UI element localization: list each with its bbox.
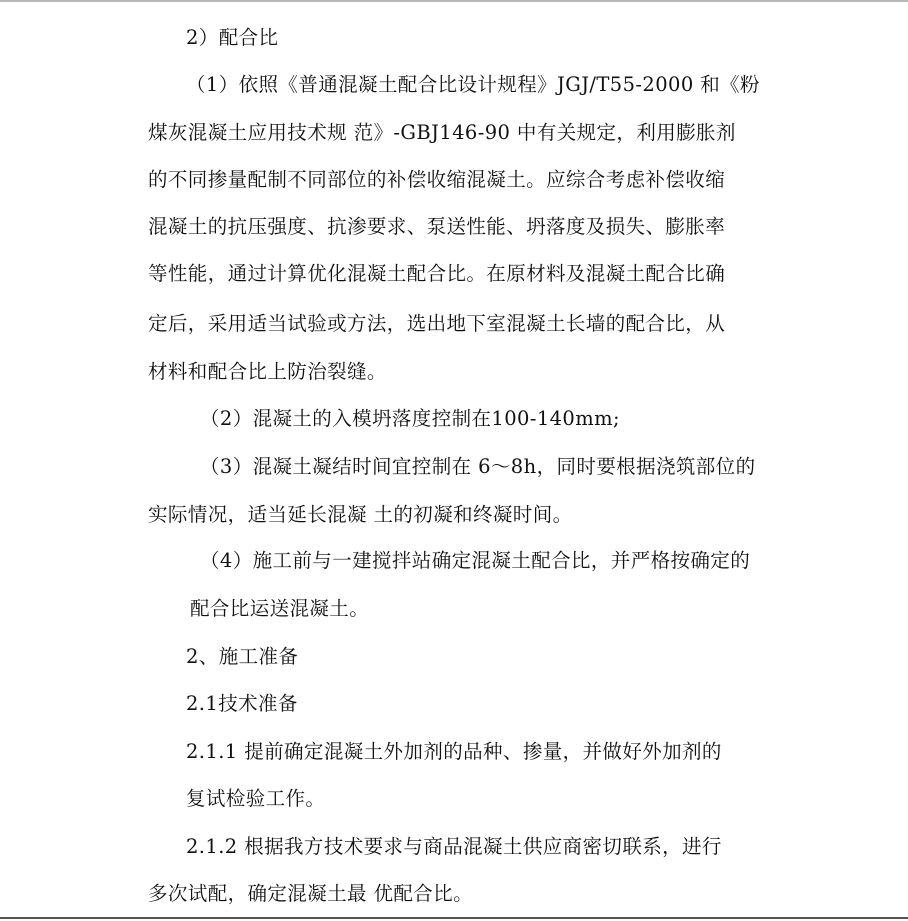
paragraph-4-line-1: （4）施工前与一建搅拌站确定混凝土配合比，并严格按确定的 (200, 549, 751, 572)
subsection-heading-technical-prep: 2.1技术准备 (186, 692, 298, 715)
page-bottom-border (0, 917, 908, 919)
item-2-1-2-line-2: 多次试配，确定混凝土最 优配合比。 (148, 882, 473, 905)
paragraph-1-line-5: 等性能，通过计算优化混凝土配合比。在原材料及混凝土配合比确 (148, 262, 726, 285)
paragraph-2-line-1: （2）混凝土的入模坍落度控制在100-140mm; (200, 407, 620, 430)
page-top-border (0, 0, 908, 2)
paragraph-1-line-3: 的不同掺量配制不同部位的补偿收缩混凝土。应综合考虑补偿收缩 (148, 168, 726, 191)
paragraph-1-line-2: 煤灰混凝土应用技术规 范》-GBJ146-90 中有关规定，利用膨胀剂 (148, 121, 736, 144)
item-2-1-1-line-2: 复试检验工作。 (186, 787, 326, 810)
paragraph-3-line-2: 实际情况，适当延长混凝 土的初凝和终凝时间。 (148, 503, 573, 526)
paragraph-1-line-6: 定后，采用适当试验或方法，选出地下室混凝土长墙的配合比，从 (148, 312, 726, 335)
paragraph-1-line-1: （1）依照《普通混凝土配合比设计规程》JGJ/T55-2000 和《粉 (186, 73, 760, 96)
item-2-1-1-line-1: 2.1.1 提前确定混凝土外加剂的品种、掺量，并做好外加剂的 (186, 740, 722, 763)
section-heading-construction-prep: 2、施工准备 (186, 645, 299, 668)
paragraph-1-line-7: 材料和配合比上防治裂缝。 (148, 360, 387, 383)
paragraph-3-line-1: （3）混凝土凝结时间宜控制在 6～8h，同时要根据浇筑部位的 (200, 455, 756, 478)
paragraph-4-line-2: 配合比运送混凝土。 (190, 597, 370, 620)
section-heading-mix-ratio: 2）配合比 (186, 26, 279, 49)
item-2-1-2-line-1: 2.1.2 根据我方技术要求与商品混凝土供应商密切联系，进行 (186, 835, 722, 858)
paragraph-1-line-4: 混凝土的抗压强度、抗渗要求、泵送性能、坍落度及损失、膨胀率 (148, 215, 726, 238)
